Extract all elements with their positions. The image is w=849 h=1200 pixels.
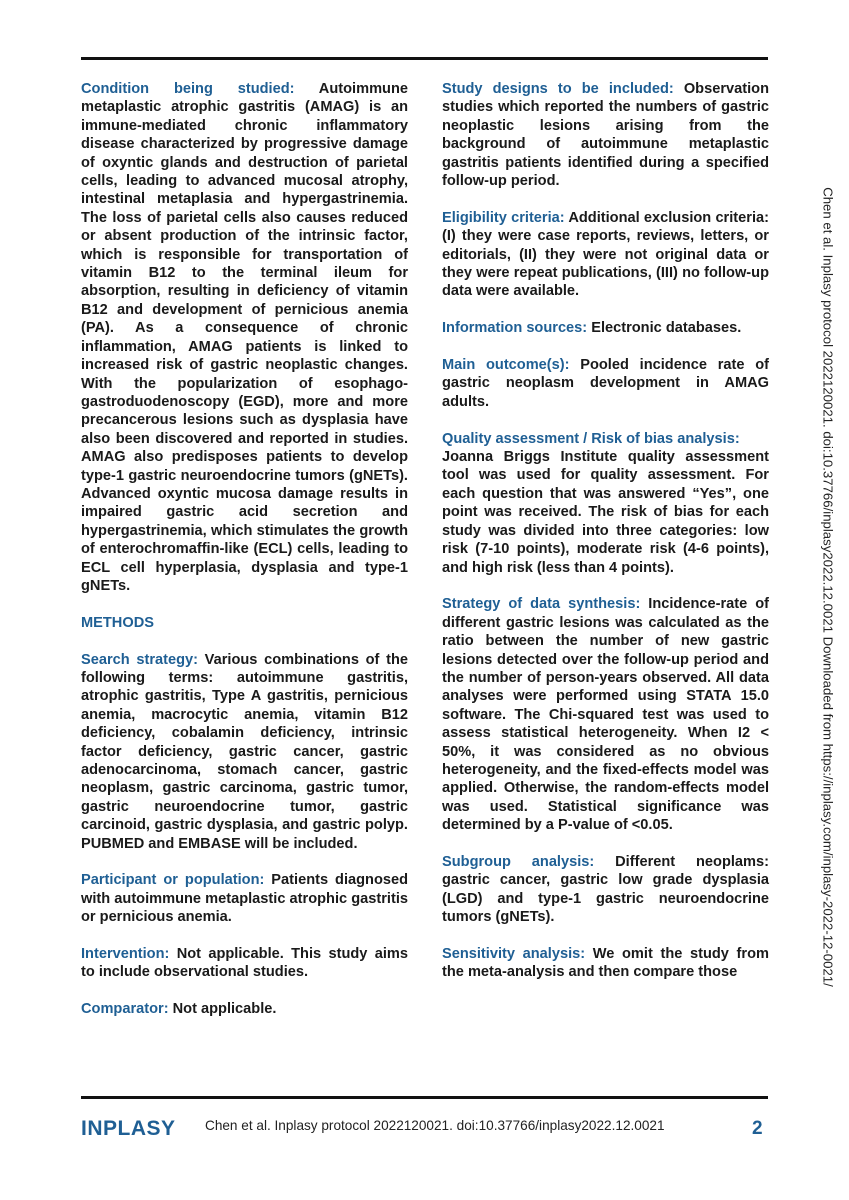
- eligibility-label: Eligibility criteria:: [442, 209, 565, 226]
- side-note-container: [808, 147, 848, 1027]
- participant-text: Patients diagnosed with autoimmune metaplastic atrophic gastritis or pernicious anemia.: [81, 872, 409, 926]
- information-sources-label: Information sources:: [442, 320, 588, 337]
- main-outcome-label: Main outcome(s):: [442, 357, 570, 374]
- quality-label: Quality assessment / Risk of bias analysis:: [442, 430, 740, 447]
- left-column: [81, 80, 408, 1037]
- intervention-text: Not applicable. This study aims to include observational studies.: [81, 946, 408, 981]
- comparator-label: Comparator:: [81, 1001, 169, 1018]
- main-outcome-paragraph: [442, 356, 769, 411]
- condition-paragraph: [81, 80, 408, 595]
- synthesis-text: Incidence-rate of different gastric lesions was calculated as the ratio between the number of new gastric lesions detected over the follow-up period and the number of person-years observed. All data analyses were performed using STATA 15.0 software. The Chi-squared test was used to assess statistical heterogeneity. When I2 < 50%, it was considered as no obvious heterogeneity, and the fixed-effects model was applied. Otherwise, the random-effects model was used. Statistical significance was determined by a P-value of <0.05.: [442, 596, 769, 834]
- eligibility-paragraph: [442, 209, 769, 301]
- top-rule: [81, 57, 768, 60]
- condition-text: Autoimmune metaplastic atrophic gastritis (AMAG) is an immune-mediated chronic inflammatory disease characterized by progressive damage of oxyntic glands and destruction of parietal cells, leading to advanced mucosal atrophy, intestinal metaplasia and hypergastrinemia. The loss of parietal cells also causes reduced or absent production of the intrinsic factor, which is responsible for transportation of vitamin B12 to the terminal ileum for absorption, resulting in deficiency of vitamin B12 and development of pernicious anemia (PA). As a consequence of chronic inflammation, AMAG patients is linked to increased risk of gastric neoplastic changes. With the popularization of esophago-gastroduodenoscopy (EGD), more and more precancerous lesions such as dysplasia have also been discovered and reported in studies. AMAG also predisposes patients to develop type-1 gastric neuroendocrine tumors (gNETs). Advanced oxyntic mucosa damage results in impaired gastric acid secretion and hypergastrinemia, which stimulates the growth of enterochromaffin-like (ECL) cells, leading to ECL cell hyperplasia, dysplasia and type-1 gNETs.: [81, 81, 408, 594]
- comparator-paragraph: [81, 1000, 408, 1018]
- footer-brand-logo: INPLASY: [81, 1117, 176, 1140]
- search-paragraph: [81, 651, 408, 853]
- subgroup-label: Subgroup analysis:: [442, 853, 595, 870]
- intervention-label: Intervention:: [81, 946, 170, 963]
- quality-text: Joanna Briggs Institute quality assessment tool was used for quality assessment. For each question that was answered “Yes”, one point was received. The risk of bias for each study was divided into three categories: low risk (7-10 points), moderate risk (4-6 points), and high risk (less than 4 points).: [442, 449, 769, 576]
- sensitivity-paragraph: [442, 945, 769, 982]
- comparator-text: Not applicable.: [168, 1001, 277, 1018]
- synthesis-label: Strategy of data synthesis:: [442, 596, 641, 613]
- sensitivity-text: We omit the study from the meta-analysis and then compare those: [442, 945, 769, 981]
- subgroup-text: Different neoplams: gastric cancer, gastric low grade dysplasia (LGD) and type-1 gastric neuroendocrine tumors (gNETs).: [442, 853, 769, 926]
- study-designs-label: Study designs to be included:: [442, 81, 674, 97]
- quality-paragraph: [442, 430, 769, 577]
- search-text: Various combinations of the following terms: autoimmune gastritis, atrophic gastritis, Type A gastritis, pernicious anemia, macrocytic anemia, vitamin B12 deficiency, cobalamin deficiency, intrinsic factor deficiency, gastric cancer, gastric adenocarcinoma, stomach cancer, gastric neoplasm, gastric carcinoma, gastric tumor, gastric neuroendocrine tumor, gastric carcinoid, gastric dysplasia, and gastric polyp. PUBMED and EMBASE will be included.: [81, 651, 408, 852]
- synthesis-paragraph: [442, 595, 769, 834]
- methods-paragraph: [81, 614, 408, 632]
- methods-heading: METHODS: [81, 614, 154, 631]
- intervention-paragraph: [81, 945, 408, 982]
- participant-paragraph: [81, 871, 408, 926]
- condition-label: Condition being studied:: [81, 81, 295, 97]
- right-column: [442, 80, 769, 1000]
- main-outcome-text: Pooled incidence rate of gastric neoplasm development in AMAG adults.: [442, 357, 769, 410]
- study-designs-text: Observation studies which reported the numbers of gastric neoplastic lesions arising from the background of autoimmune metaplastic gastritis patients identified during a specified follow-up period.: [442, 81, 769, 190]
- study-designs-paragraph: [442, 80, 769, 190]
- participant-label: Participant or population:: [81, 872, 265, 889]
- footer-citation: Chen et al. Inplasy protocol 2022120021. doi:10.37766/inplasy2022.12.0021: [205, 1118, 665, 1133]
- side-note: Chen et al. Inplasy protocol 2022120021. doi:10.37766/inplasy2022.12.0021 Downloaded from https://inplasy.com/inplasy-2022-12-0021/: [820, 187, 836, 987]
- page-number: 2: [752, 1118, 763, 1139]
- subgroup-paragraph: [442, 853, 769, 927]
- search-label: Search strategy:: [81, 651, 198, 668]
- bottom-rule: [81, 1096, 768, 1099]
- sensitivity-label: Sensitivity analysis:: [442, 945, 586, 962]
- information-sources-text: Electronic databases.: [587, 320, 742, 337]
- information-sources-paragraph: [442, 319, 769, 337]
- eligibility-text: Additional exclusion criteria: (I) they were case reports, reviews, letters, or editorials, (II) they were not original data or they were repeat publications, (III) no follow-up data were available.: [442, 209, 769, 300]
